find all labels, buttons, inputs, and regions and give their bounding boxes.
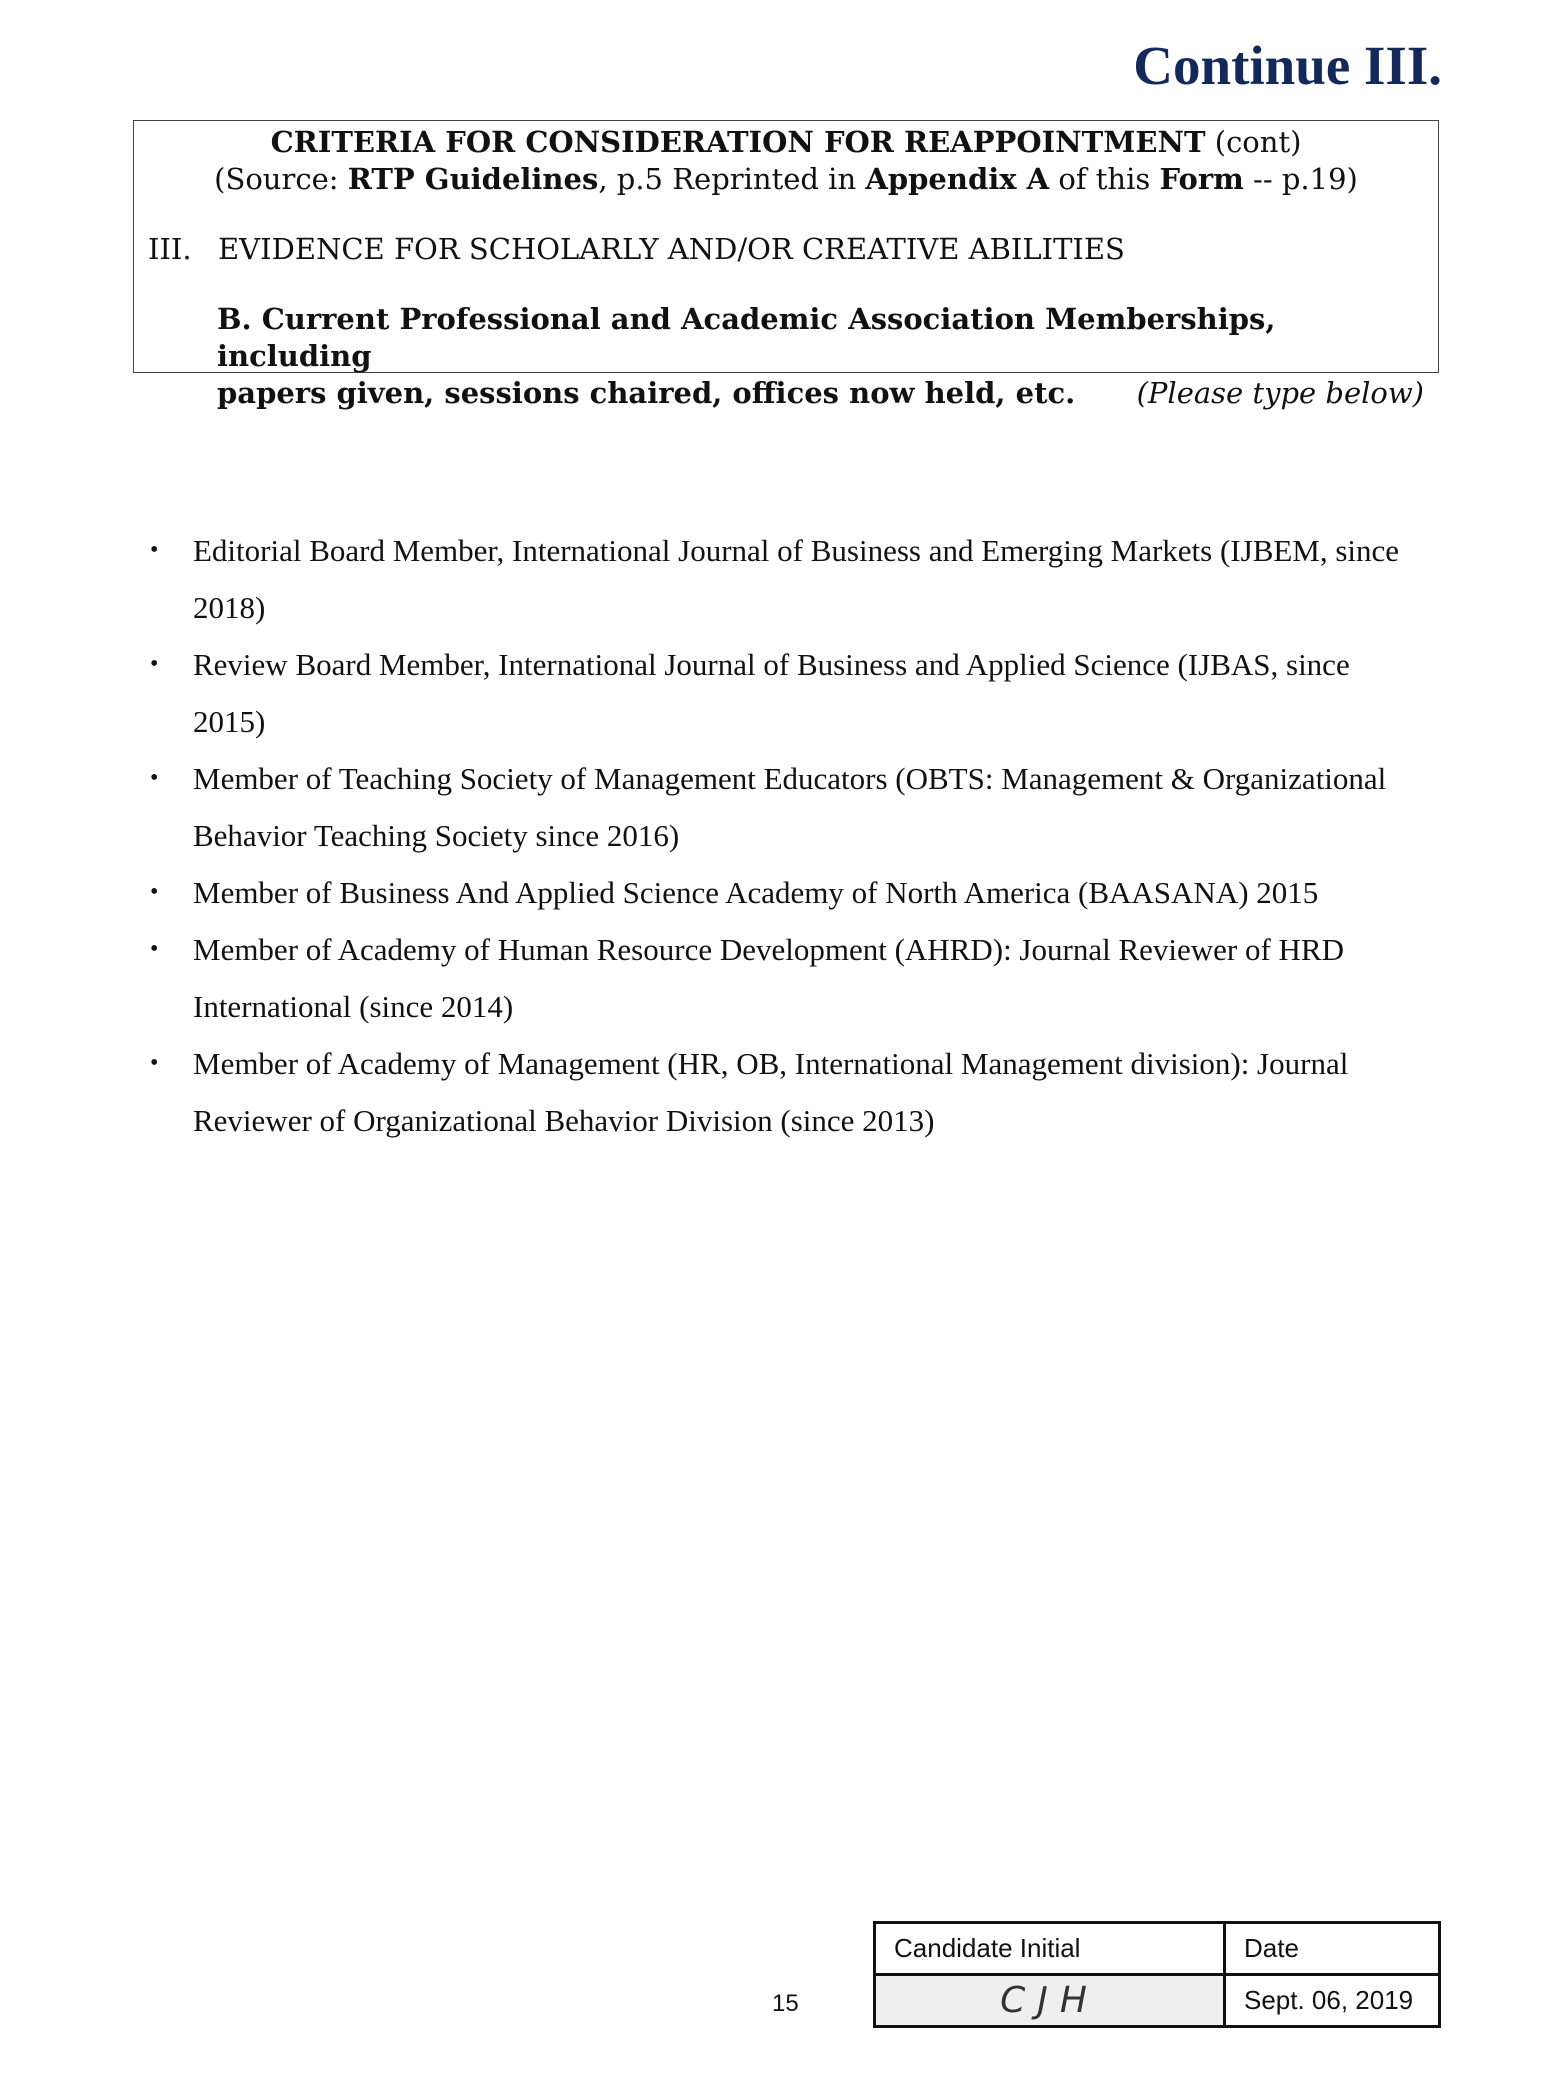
list-item-text: Member of Academy of Management (HR, OB, International Management division): Journal Reviewer of Organizational Behavior Division (since 2013) [193, 1046, 1349, 1138]
bullet-icon: • [150, 651, 159, 677]
signature-value-row [875, 1975, 1440, 2027]
source-appendix: Appendix A [865, 162, 1050, 196]
list-item [150, 750, 1410, 864]
list-item-text: Member of Teaching Society of Management Educators (OBTS: Management & Organizational Behavior Teaching Society since 2016) [193, 761, 1387, 853]
bullet-icon: • [150, 936, 159, 962]
subsection-line-2-row [217, 375, 1424, 412]
signature-table [873, 1921, 1441, 2028]
candidate-initials-signature: CJH [1000, 1980, 1099, 2021]
section-numeral: III. [148, 232, 192, 266]
list-item-text: Member of Academy of Human Resource Development (AHRD): Journal Reviewer of HRD International (since 2014) [193, 932, 1344, 1024]
source-form: Form [1159, 162, 1244, 196]
list-item [150, 864, 1410, 921]
source-page: , p.5 Reprinted in [598, 162, 866, 196]
list-item-text: Review Board Member, International Journal of Business and Applied Science (IJBAS, since 2015) [193, 647, 1350, 739]
list-item [150, 522, 1410, 636]
candidate-initial-field[interactable] [875, 1975, 1225, 2027]
continue-heading: Continue III. [1133, 35, 1442, 96]
bullet-icon: • [150, 1050, 159, 1076]
bullet-icon: • [150, 879, 159, 905]
section-heading [148, 231, 1125, 267]
date-field[interactable]: Sept. 06, 2019 [1225, 1975, 1440, 2027]
criteria-source [134, 161, 1438, 197]
section-title: EVIDENCE FOR SCHOLARLY AND/OR CREATIVE ABILITIES [218, 232, 1125, 266]
list-item [150, 1035, 1410, 1149]
list-item-text: Member of Business And Applied Science Academy of North America (BAASANA) 2015 [193, 875, 1319, 910]
source-of-this: of this [1049, 162, 1160, 196]
subsection-heading [217, 301, 1424, 412]
criteria-title-bold: CRITERIA FOR CONSIDERATION FOR REAPPOINTMENT [270, 125, 1206, 159]
membership-list [150, 522, 1410, 1149]
subsection-line-1: B. Current Professional and Academic Association Memberships, including [217, 302, 1276, 373]
type-below-instruction: (Please type below) [1136, 376, 1424, 410]
list-item [150, 636, 1410, 750]
date-header: Date [1225, 1923, 1440, 1975]
criteria-title [134, 124, 1438, 160]
criteria-title-suffix: (cont) [1205, 125, 1302, 159]
candidate-initial-header: Candidate Initial [875, 1923, 1225, 1975]
source-guidelines: RTP Guidelines [347, 162, 599, 196]
subsection-line-2: papers given, sessions chaired, offices now held, etc. [217, 376, 1076, 410]
list-item [150, 921, 1410, 1035]
bullet-icon: • [150, 537, 159, 563]
criteria-box [133, 120, 1439, 410]
bullet-icon: • [150, 765, 159, 791]
source-suffix: -- p.19) [1243, 162, 1358, 196]
list-item-text: Editorial Board Member, International Journal of Business and Emerging Markets (IJBEM, since 2018) [193, 533, 1400, 625]
signature-header-row [875, 1923, 1440, 1975]
source-prefix: (Source: [214, 162, 348, 196]
page-number: 15 [772, 1990, 799, 2017]
